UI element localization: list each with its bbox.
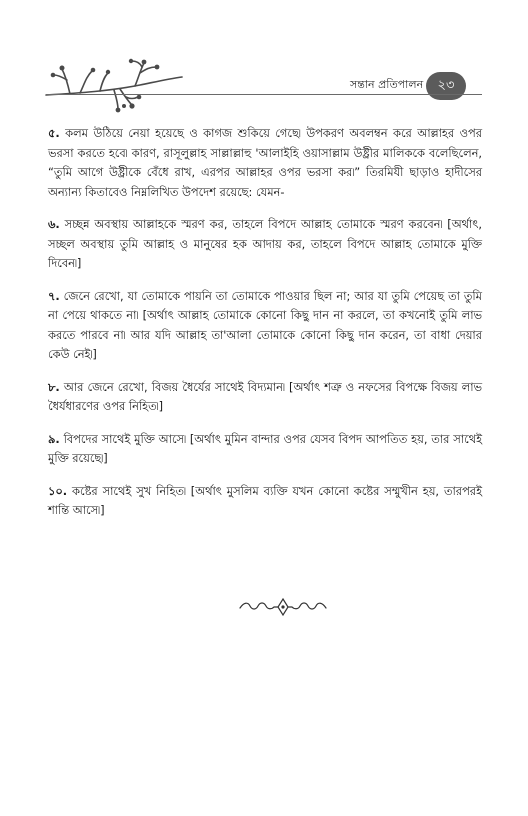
paragraph-8 <box>48 378 482 417</box>
paragraph-number: ৮. <box>48 379 60 394</box>
page-content <box>48 124 482 534</box>
paragraph-number: ৬. <box>48 217 60 231</box>
paragraph-text: কষ্টের সাথেই সুখ নিহিত৷ [অর্থাৎ মুসলিম ব্যক্তি যখন কোনো কষ্টের সম্মুখীন হয়, তারপরই শান্তি আসে৷] <box>48 483 482 517</box>
paragraph-number: ৫. <box>48 126 60 140</box>
branch-icon <box>40 55 190 115</box>
paragraph-10 <box>48 482 482 521</box>
flourish-icon <box>238 596 328 618</box>
paragraph-text: সচ্ছন্ন অবস্থায় আল্লাহকে স্মরণ কর, তাহলে বিপদে আল্লাহ তোমাকে স্মরণ করবেন৷ [অর্থাৎ, সচ্ছল অবস্থায় তুমি আল্লাহ ও মানুষের হক আদায় কর, তাহলে বিপদে আল্লাহ তোমাকে মুক্তি দিবেন৷] <box>48 217 482 270</box>
paragraph-number: ৯. <box>48 431 60 446</box>
paragraph-6 <box>48 215 482 274</box>
paragraph-text: কলম উঠিয়ে নেয়া হয়েছে ও কাগজ শুকিয়ে গেছে৷ উপকরণ অবলম্বন করে আল্লাহর ওপর ভরসা করতে হবে৷ কারণ, রাসূলুল্লাহ সাল্লাল্লাহু 'আলাইহি ওয়াসাল্লাম উষ্ট্রীর মালিককে বলেছিলেন, “তুমি আগে উষ্ট্রীকে বেঁধে রাখ, এরপর আল্লাহর ওপর ভরসা কর৷” তিরমিযী ছাড়াও হাদীসের অন্যান্য কিতাবেও নিম্নলিখিত উপদেশ রয়েছে: যেমন- <box>48 126 482 199</box>
paragraph-text: আর জেনে রেখো, বিজয় ধৈর্যের সাথেই বিদ্যমান৷ [অর্থাৎ শত্রু ও নফসের বিপক্ষে বিজয় লাভ ধৈর্যধারণের ওপর নিহিত৷] <box>48 379 482 413</box>
paragraph-number: ৭. <box>48 288 60 303</box>
page-number-badge: ২৩ <box>426 72 466 100</box>
paragraph-text: জেনে রেখো, যা তোমাকে পায়নি তা তোমাকে পাওয়ার ছিল না; আর যা তুমি পেয়েছ তা তুমি না পেয়ে থাকতে না৷ [অর্থাৎ আল্লাহ তোমাকে কোনো কিছু দান না করলে, তা কখনোই তুমি লাভ করতে পারবে না৷ আর যদি আল্লাহ তা'আলা তোমাকে কোনো কিছু দান করেন, তা বাধা দেয়ার কেউ নেই৷] <box>48 288 482 361</box>
header-title: সন্তান প্রতিপালন <box>350 78 424 91</box>
header-rule <box>46 94 482 95</box>
paragraph-7 <box>48 287 482 365</box>
paragraph-number: ১০. <box>48 483 68 498</box>
paragraph-text: বিপদের সাথেই মুক্তি আসে৷ [অর্থাৎ মুমিন বান্দার ওপর যেসব বিপদ আপতিত হয়, তার সাথেই মুক্তি রয়েছে৷] <box>48 431 482 465</box>
paragraph-5 <box>48 124 482 202</box>
paragraph-9 <box>48 430 482 469</box>
page-header <box>0 0 528 110</box>
